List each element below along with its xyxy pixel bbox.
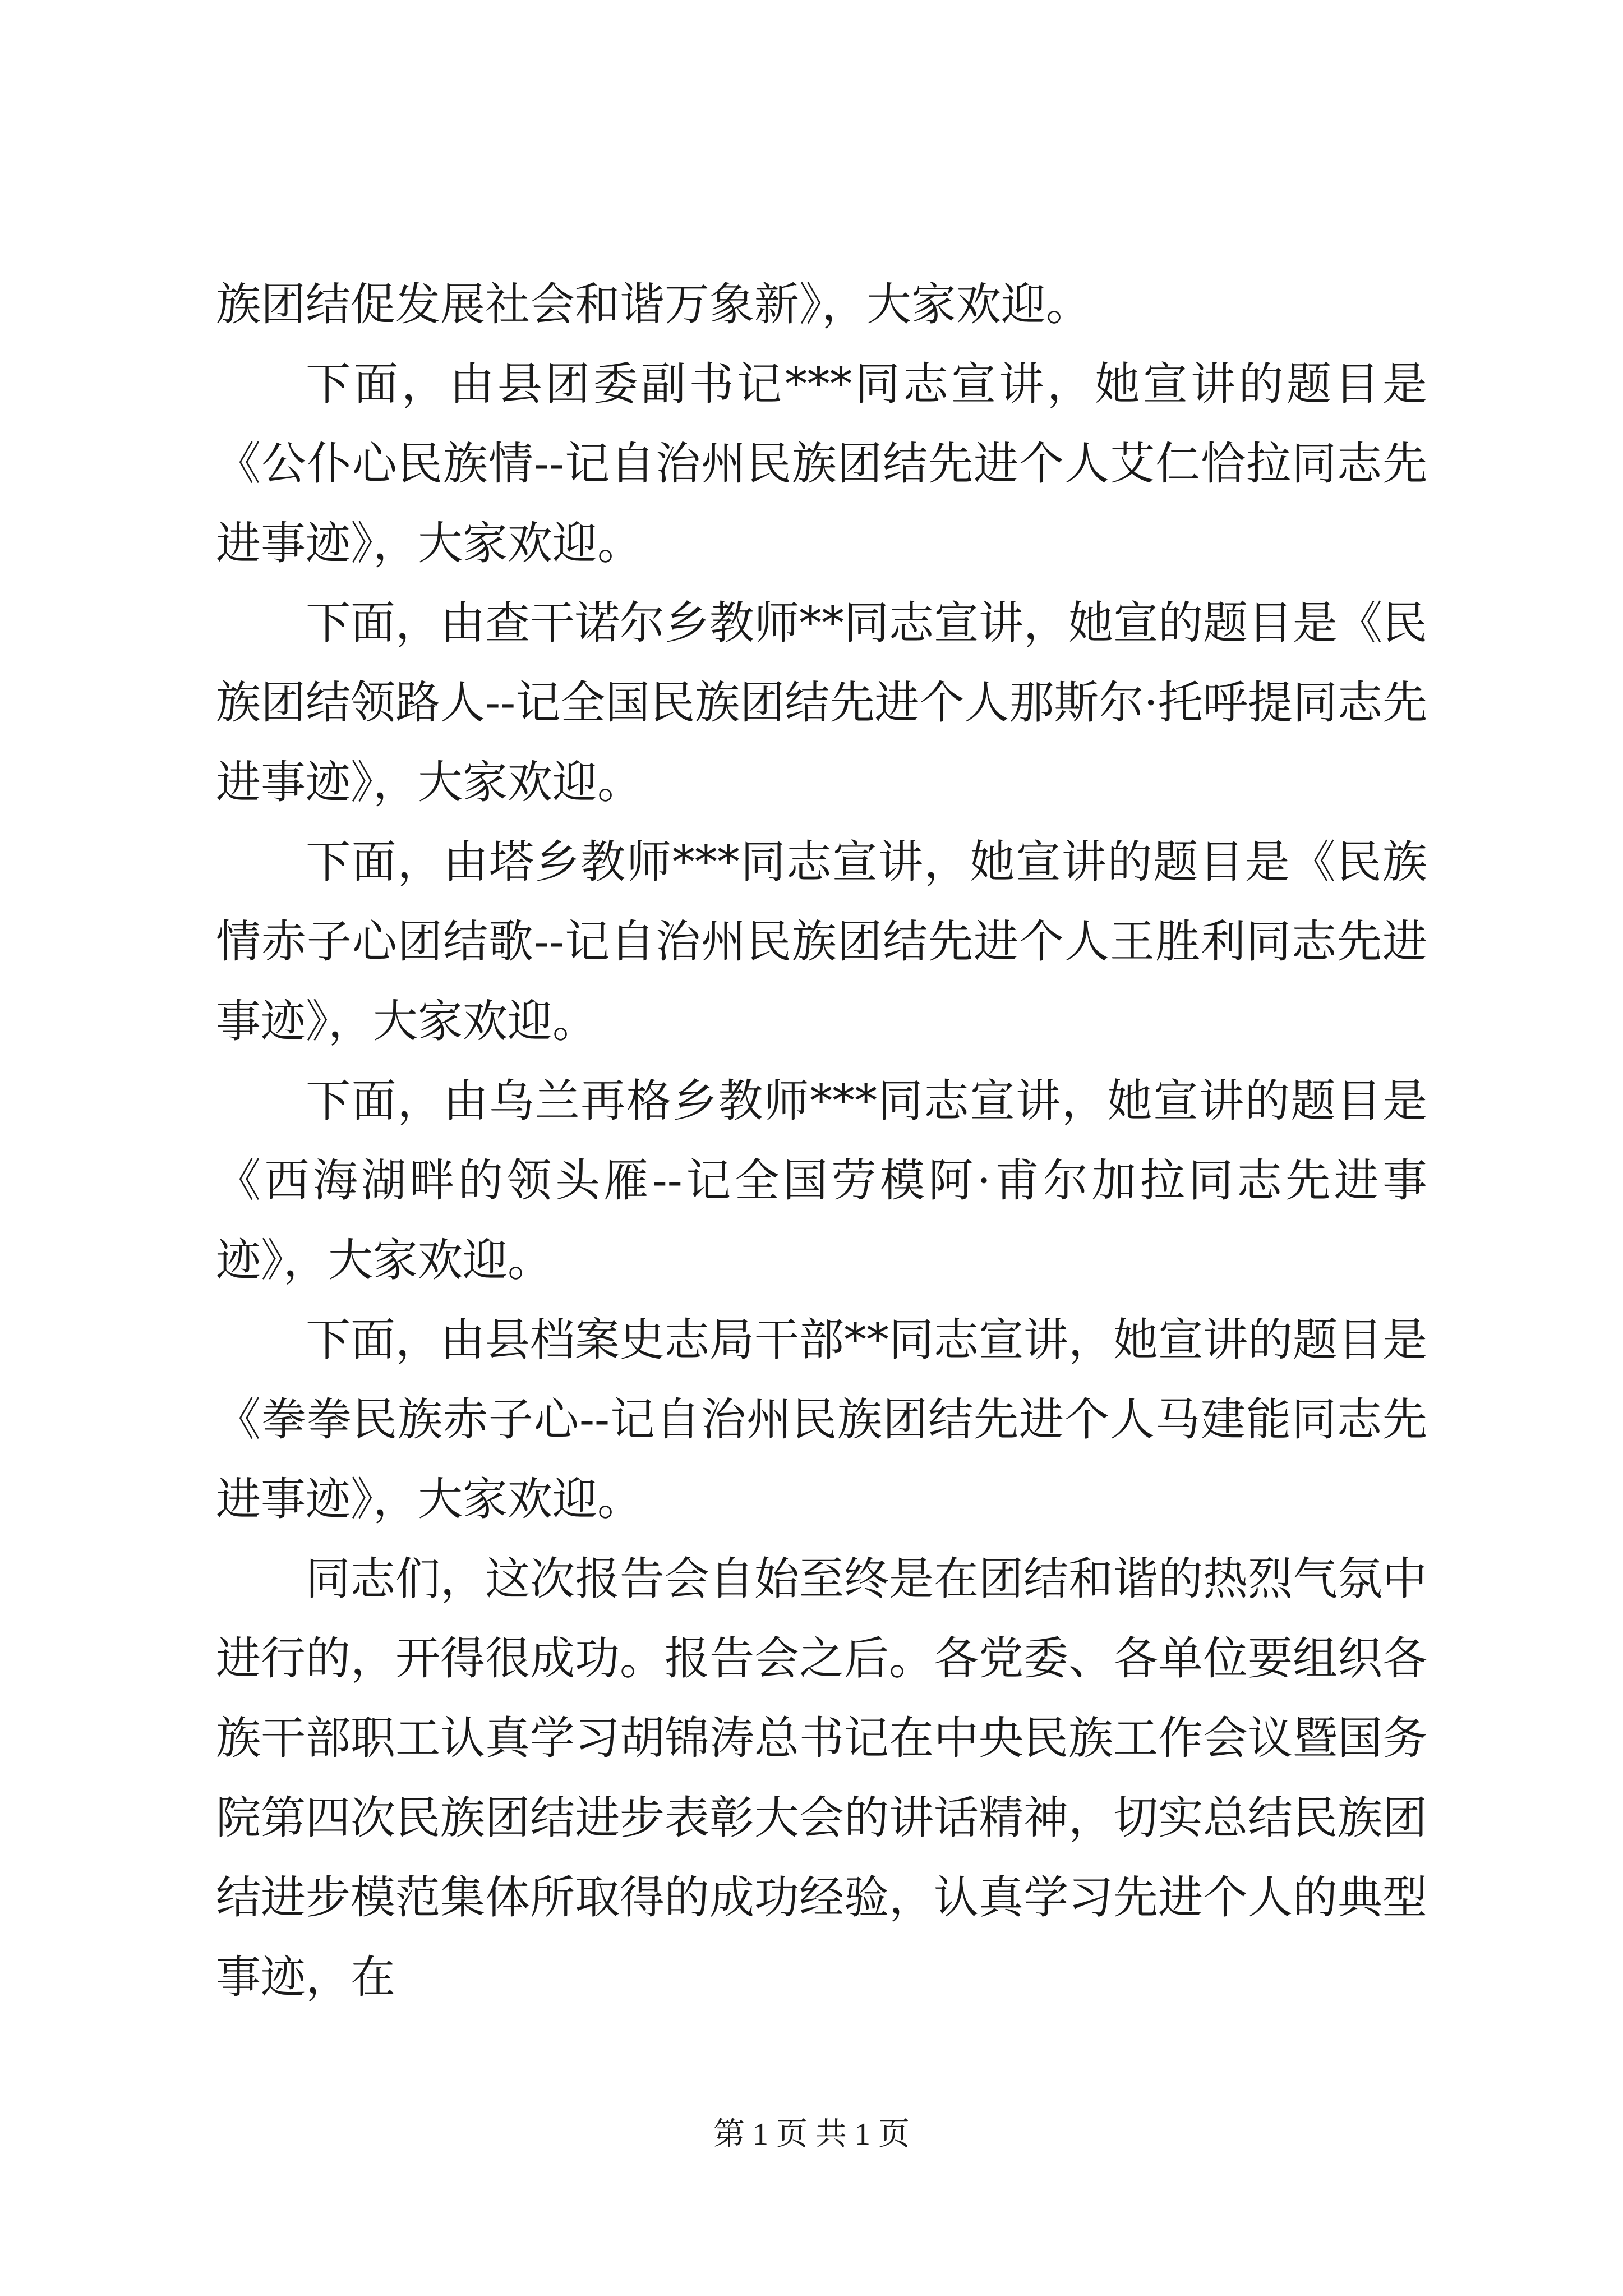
page-footer [0,2115,1623,2154]
paragraph-speaker-3: 下面，由塔乡教师***同志宣讲，她宣讲的题目是《民族情赤子心团结歌--记自治州民族团结先进个人王胜利同志先进事迹》，大家欢迎。 [216,836,1427,1047]
paragraph-continuation: 族团结促发展社会和谐万象新》，大家欢迎。 [216,278,1091,330]
document-body [216,265,1427,2017]
paragraph-speaker-1: 下面，由县团委副书记***同志宣讲，她宣讲的题目是《公仆心民族情--记自治州民族团结先进个人艾仁恰拉同志先进事迹》，大家欢迎。 [216,358,1427,569]
page-number: 第 1 页 共 1 页 [713,2117,910,2152]
paragraph-speaker-4: 下面，由乌兰再格乡教师***同志宣讲，她宣讲的题目是《西海湖畔的领头雁--记全国劳模阿·甫尔加拉同志先进事迹》，大家欢迎。 [216,1075,1427,1286]
paragraph-speaker-2: 下面，由查干诺尔乡教师**同志宣讲，她宣的题目是《民族团结领路人--记全国民族团结先进个人那斯尔·托呼提同志先进事迹》，大家欢迎。 [216,597,1427,808]
paragraph-closing: 同志们，这次报告会自始至终是在团结和谐的热烈气氛中进行的，开得很成功。报告会之后。各党委、各单位要组织各族干部职工认真学习胡锦涛总书记在中央民族工作会议暨国务院第四次民族团结进步表彰大会的讲话精神，切实总结民族团结进步模范集体所取得的成功经验，认真学习先进个人的典型事迹，在 [216,1553,1427,2003]
paragraph-speaker-5: 下面，由县档案史志局干部**同志宣讲，她宣讲的题目是《拳拳民族赤子心--记自治州民族团结先进个人马建能同志先进事迹》，大家欢迎。 [216,1314,1427,1525]
